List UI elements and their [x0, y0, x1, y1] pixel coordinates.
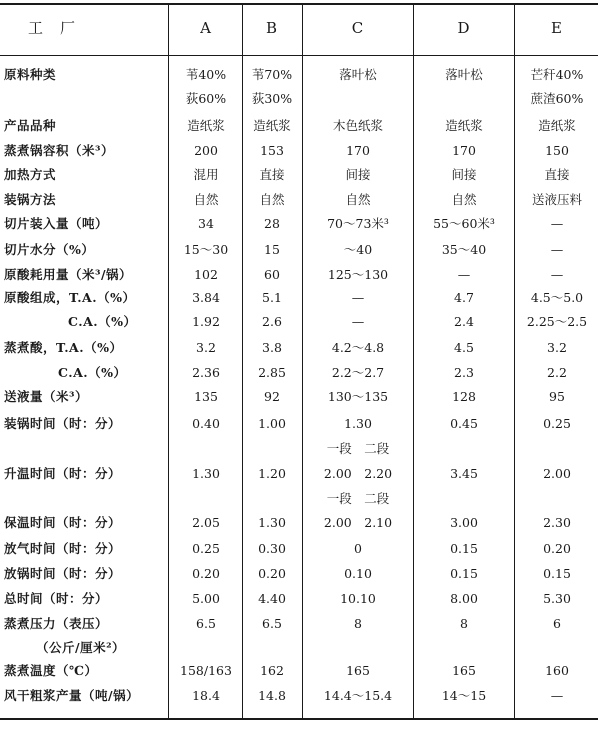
table-cell: 苇70% — [251, 67, 293, 82]
column-divider-c — [302, 4, 303, 719]
table-cell: 1.30 — [344, 416, 372, 431]
row-label: 风干粗浆产量（吨/锅） — [4, 688, 140, 703]
table-cell: 芒秆40% — [530, 67, 584, 82]
table-cell: 8 — [460, 616, 468, 631]
row-label: 保温时间（时：分） — [4, 515, 122, 530]
table-cell: 125～130 — [327, 267, 389, 282]
table-cell: 2.2 — [547, 365, 567, 380]
row-label: C.A.（%） — [68, 314, 137, 329]
header-col-a: A — [200, 19, 212, 37]
table-cell: 荻60% — [185, 91, 227, 106]
table-cell: 15～30 — [183, 242, 229, 257]
table-cell: 2.30 — [543, 515, 571, 530]
table-cell: 28 — [264, 216, 280, 231]
table-cell: — — [550, 216, 564, 231]
table-cell: 0.20 — [192, 566, 220, 581]
table-cell: 2.85 — [258, 365, 286, 380]
table-cell: 2.3 — [454, 365, 474, 380]
row-label: 蒸煮压力（表压） — [4, 616, 109, 631]
row-label: 装锅时间（时：分） — [4, 416, 122, 431]
table-cell: 荻30% — [251, 91, 293, 106]
table-cell: 165 — [346, 663, 370, 678]
row-label: 放气时间（时：分） — [4, 541, 122, 556]
table-cell: — — [550, 242, 564, 257]
table-cell: 1.20 — [258, 466, 286, 481]
row-label: 原酸耗用量（米³/锅） — [4, 267, 133, 282]
table-cell: 2.6 — [262, 314, 282, 329]
row-label: 蒸煮酸，T.A.（%） — [4, 340, 123, 355]
table-cell: 苇40% — [185, 67, 227, 82]
row-label: 升温时间（时：分） — [4, 466, 122, 481]
table-cell: — — [550, 267, 564, 282]
table-cell: 0.40 — [192, 416, 220, 431]
table-cell: 135 — [194, 389, 218, 404]
header-col-d: D — [457, 19, 471, 37]
bottom-rule — [0, 718, 598, 720]
table-cell: 落叶松 — [445, 67, 483, 82]
table-cell: 自然 — [451, 192, 477, 207]
table-cell: 2.00 2.20 — [323, 466, 393, 481]
table-cell: 4.5～5.0 — [530, 290, 584, 305]
table-cell: 165 — [452, 663, 476, 678]
table-cell: — — [550, 688, 564, 703]
table-cell: 150 — [545, 143, 569, 158]
header-factory-label: 工 厂 — [28, 19, 77, 37]
table-cell: 130～135 — [327, 389, 389, 404]
table-cell: 自然 — [193, 192, 219, 207]
column-divider-e — [514, 4, 515, 719]
header-col-b: B — [265, 19, 279, 37]
table-cell: 0.10 — [344, 566, 372, 581]
table-cell: 间接 — [345, 167, 371, 182]
header-col-c: C — [351, 19, 365, 37]
table-cell: 2.36 — [192, 365, 220, 380]
table-cell: 木色纸浆 — [332, 118, 384, 133]
table-cell: 102 — [194, 267, 218, 282]
row-label: 送液量（米³） — [4, 389, 88, 404]
table-cell: 0.15 — [450, 566, 478, 581]
table-cell: 直接 — [259, 167, 285, 182]
table-cell: 一段 二段 — [326, 441, 390, 456]
table-cell: 170 — [452, 143, 476, 158]
table-cell: 8.00 — [450, 591, 478, 606]
table-cell: 95 — [549, 389, 565, 404]
table-cell: 170 — [346, 143, 370, 158]
column-divider-a — [168, 4, 169, 719]
table-cell: 1.30 — [258, 515, 286, 530]
table-cell: 1.00 — [258, 416, 286, 431]
table-cell: 0.30 — [258, 541, 286, 556]
table-cell: 2.25～2.5 — [526, 314, 588, 329]
row-label: 切片装入量（吨） — [4, 216, 109, 231]
table-cell: 0.25 — [543, 416, 571, 431]
table-cell: 直接 — [544, 167, 570, 182]
table-cell: 14.4～15.4 — [323, 688, 393, 703]
table-cell: 4.7 — [454, 290, 474, 305]
table-cell: 158/163 — [180, 663, 232, 678]
column-divider-d — [413, 4, 414, 719]
table-cell: 15 — [264, 242, 280, 257]
table-cell: 162 — [260, 663, 284, 678]
top-rule — [0, 3, 598, 5]
table-cell: 35～40 — [441, 242, 487, 257]
table-cell: 落叶松 — [339, 67, 377, 82]
table-cell: 8 — [354, 616, 362, 631]
table-cell: 造纸浆 — [538, 118, 576, 133]
row-label: 原料种类 — [4, 67, 57, 82]
table-cell: 2.05 — [192, 515, 220, 530]
table-cell: 70～73米³ — [327, 216, 389, 231]
table-cell: 蔗渣60% — [530, 91, 584, 106]
table-cell: 34 — [198, 216, 214, 231]
table-cell: 92 — [264, 389, 280, 404]
table-cell: 5.1 — [262, 290, 282, 305]
table-cell: 1.30 — [192, 466, 220, 481]
header-col-e: E — [551, 19, 563, 37]
table-cell: 60 — [264, 267, 280, 282]
table-cell: 3.45 — [450, 466, 478, 481]
table-cell: 0.20 — [543, 541, 571, 556]
table-cell: — — [457, 267, 471, 282]
table-cell: 6.5 — [262, 616, 282, 631]
row-label: 原酸组成，T.A.（%） — [4, 290, 136, 305]
table-cell: 128 — [452, 389, 476, 404]
header-rule — [0, 55, 598, 56]
table-cell: 18.4 — [192, 688, 220, 703]
table-cell: — — [351, 290, 365, 305]
table-cell: 0.15 — [543, 566, 571, 581]
table-cell: 5.30 — [543, 591, 571, 606]
row-label: 切片水分（%） — [4, 242, 95, 257]
table-cell: — — [351, 314, 365, 329]
table-cell: 6.5 — [196, 616, 216, 631]
row-label: 总时间（时：分） — [4, 591, 109, 606]
table-cell: 3.00 — [450, 515, 478, 530]
table-cell: 造纸浆 — [187, 118, 225, 133]
row-label: 装锅方法 — [4, 192, 57, 207]
row-label: 放锅时间（时：分） — [4, 566, 122, 581]
table-cell: 4.2～4.8 — [331, 340, 385, 355]
row-label: 加热方式 — [4, 167, 57, 182]
table-cell: 14.8 — [258, 688, 286, 703]
table-cell: 自然 — [259, 192, 285, 207]
table-cell: 3.8 — [262, 340, 282, 355]
table-cell: 3.2 — [547, 340, 567, 355]
table-cell: 0 — [354, 541, 362, 556]
table-cell: 0.15 — [450, 541, 478, 556]
table-cell: 200 — [194, 143, 218, 158]
table-cell: 1.92 — [192, 314, 220, 329]
table-cell: 10.10 — [340, 591, 376, 606]
table-cell: 造纸浆 — [445, 118, 483, 133]
row-label: C.A.（%） — [58, 365, 127, 380]
table-cell: 2.00 2.10 — [323, 515, 393, 530]
table-cell: 2.2～2.7 — [331, 365, 385, 380]
table-cell: 2.00 — [543, 466, 571, 481]
table-cell: ～40 — [343, 242, 373, 257]
row-label: （公斤/厘米²） — [36, 640, 126, 655]
table-cell: 混用 — [193, 167, 219, 182]
table-cell: 0.25 — [192, 541, 220, 556]
row-label: 蒸煮锅容积（米³） — [4, 143, 114, 158]
table-cell: 14～15 — [441, 688, 487, 703]
table-cell: 间接 — [451, 167, 477, 182]
table-cell: 造纸浆 — [253, 118, 291, 133]
table-cell: 160 — [545, 663, 569, 678]
row-label: 产品品种 — [4, 118, 57, 133]
table-cell: 6 — [553, 616, 561, 631]
column-divider-b — [242, 4, 243, 719]
table-cell: 自然 — [345, 192, 371, 207]
table-cell: 55～60米³ — [433, 216, 495, 231]
table-cell: 0.45 — [450, 416, 478, 431]
table-cell: 5.00 — [192, 591, 220, 606]
table-cell: 4.40 — [258, 591, 286, 606]
table-cell: 3.2 — [196, 340, 216, 355]
table-cell: 2.4 — [454, 314, 474, 329]
table-cell: 4.5 — [454, 340, 474, 355]
table-cell: 一段 二段 — [326, 491, 390, 506]
table-cell: 153 — [260, 143, 284, 158]
table-cell: 0.20 — [258, 566, 286, 581]
table-cell: 送液压料 — [531, 192, 583, 207]
table-cell: 3.84 — [192, 290, 220, 305]
row-label: 蒸煮温度（℃） — [4, 663, 98, 678]
